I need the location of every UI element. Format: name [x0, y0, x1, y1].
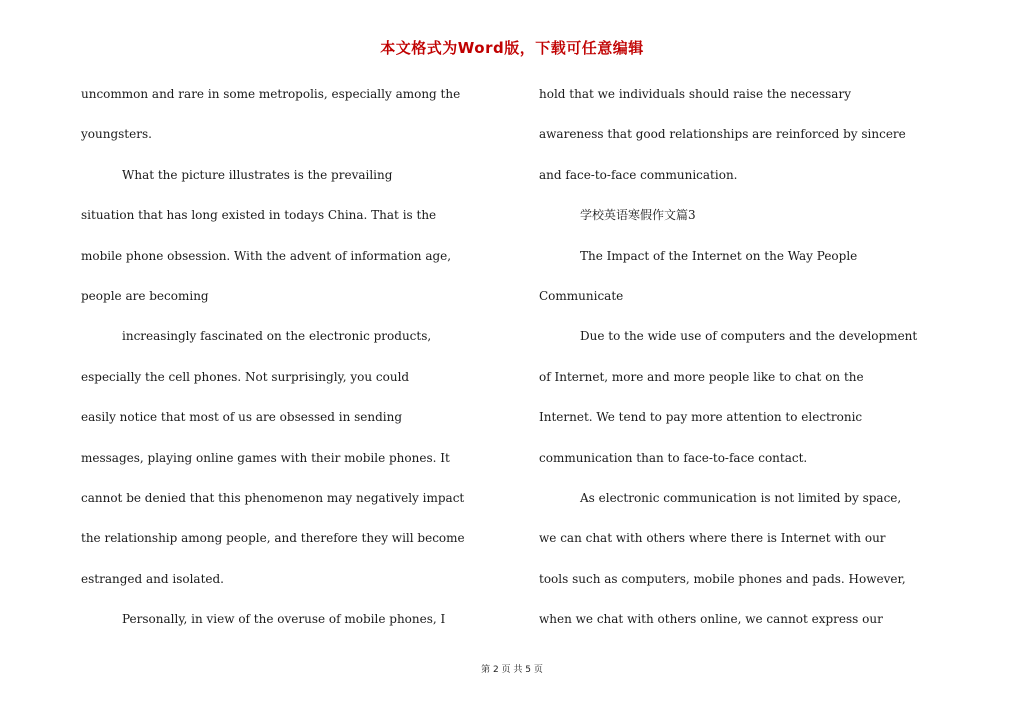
- text-line: tools such as computers, mobile phones and pads. However,: [539, 571, 906, 586]
- text-line: easily notice that most of us are obsessed in sending: [81, 410, 403, 425]
- section-heading: 学校英语寒假作文篇3: [580, 208, 696, 223]
- document-header-title: 本文格式为Word版，下载可任意编辑: [380, 39, 644, 57]
- left-text-column: [81, 84, 513, 649]
- essay-title-continued: Communicate: [539, 288, 624, 303]
- text-line: Personally, in view of the overuse of mobile phones, I: [122, 612, 446, 627]
- text-line: hold that we individuals should raise the necessary: [539, 87, 851, 101]
- text-line: when we chat with others online, we cannot express our: [539, 612, 883, 627]
- text-line: increasingly fascinated on the electronic products,: [122, 329, 432, 344]
- text-line: especially the cell phones. Not surprisingly, you could: [81, 369, 410, 384]
- text-line: uncommon and rare in some metropolis, especially among the: [81, 87, 461, 101]
- text-line: Internet. We tend to pay more attention to electronic: [539, 410, 863, 425]
- text-line: As electronic communication is not limited by space,: [580, 490, 902, 505]
- text-line: situation that has long existed in todays China. That is the: [81, 208, 437, 223]
- text-line: and face-to-face communication.: [539, 167, 738, 182]
- text-line: messages, playing online games with their mobile phones. It: [81, 450, 450, 465]
- right-text-column: [539, 84, 959, 649]
- text-line: we can chat with others where there is Internet with our: [539, 531, 886, 546]
- text-line: awareness that good relationships are reinforced by sincere: [539, 127, 906, 142]
- text-line: the relationship among people, and therefore they will become: [81, 531, 465, 546]
- text-line: estranged and isolated.: [81, 571, 224, 586]
- essay-title: The Impact of the Internet on the Way People: [580, 248, 858, 263]
- text-line: cannot be denied that this phenomenon may negatively impact: [81, 490, 465, 505]
- text-line: communication than to face-to-face contact.: [539, 450, 808, 465]
- page-number-footer: 第 2 页 共 5 页: [481, 665, 543, 675]
- text-line: people are becoming: [81, 288, 209, 303]
- text-line: Due to the wide use of computers and the development: [580, 329, 918, 344]
- text-line: of Internet, more and more people like to chat on the: [539, 369, 864, 384]
- text-line: youngsters.: [81, 127, 152, 142]
- text-line: mobile phone obsession. With the advent of information age,: [81, 248, 452, 263]
- text-line: What the picture illustrates is the prevailing: [122, 167, 393, 182]
